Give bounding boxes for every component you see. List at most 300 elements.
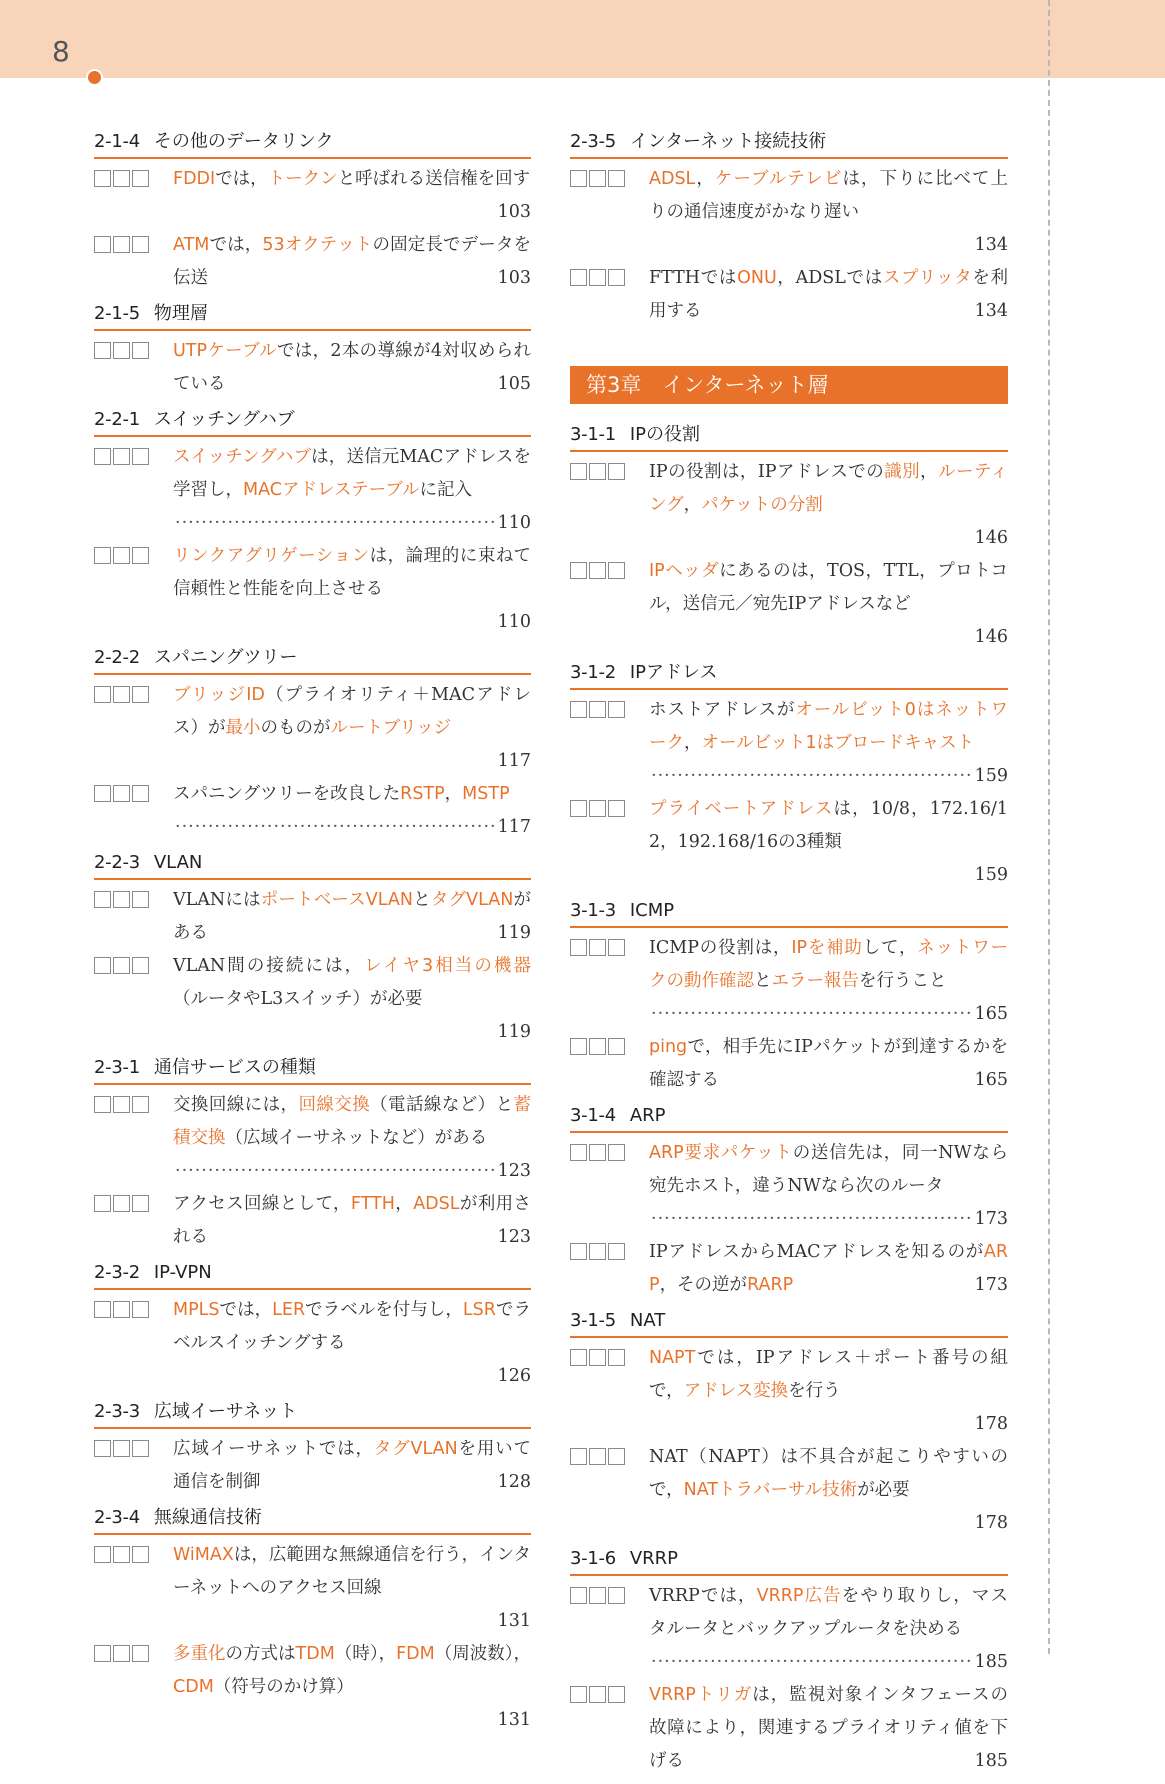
review-checkbox[interactable] xyxy=(132,1301,149,1318)
review-checkbox[interactable] xyxy=(113,342,130,359)
review-checkbox[interactable] xyxy=(113,891,130,908)
section-heading xyxy=(570,898,1008,928)
leader-tail xyxy=(825,522,1008,555)
text-run: と xyxy=(413,890,431,910)
text-run: では， xyxy=(215,169,268,189)
leader-tail xyxy=(348,1221,531,1254)
review-checkbox[interactable] xyxy=(132,1546,149,1563)
checklist-item xyxy=(570,1580,1008,1679)
keyword: ARP要求パケット xyxy=(649,1143,793,1163)
text-run: をやり取りし，マスタルータとバックアップルータを決める xyxy=(649,1586,1009,1639)
checklist-item xyxy=(94,1294,531,1393)
checklist-item xyxy=(570,694,1008,793)
checklist-item xyxy=(570,1342,1008,1441)
text-run: FTTHでは xyxy=(649,268,738,288)
item-sentence xyxy=(173,546,531,599)
section xyxy=(570,1308,1008,1540)
checklist-item xyxy=(570,1031,1008,1097)
review-checkbox[interactable] xyxy=(589,1349,606,1366)
review-checkbox[interactable] xyxy=(608,939,625,956)
item-text xyxy=(173,679,531,778)
review-checkbox[interactable] xyxy=(94,891,111,908)
page-ref-number: 185 xyxy=(974,1652,1008,1672)
review-checkbox[interactable] xyxy=(570,1038,587,1055)
item-sentence xyxy=(173,169,530,189)
text-run: ， xyxy=(683,495,702,515)
leader-tail xyxy=(348,1016,531,1049)
review-checkbox[interactable] xyxy=(608,1243,625,1260)
review-checkbox[interactable] xyxy=(94,686,111,703)
review-checkbox[interactable] xyxy=(608,269,625,286)
leader-tail xyxy=(348,745,531,778)
text-run: の方式は xyxy=(225,1644,296,1664)
item-text xyxy=(173,441,531,540)
review-checkbox[interactable] xyxy=(132,342,149,359)
leader-tail xyxy=(348,1704,531,1737)
text-run: では，2本の導線が4対収められている xyxy=(173,341,531,394)
item-sentence xyxy=(649,1348,1008,1401)
item-text xyxy=(649,456,1008,555)
review-checkbox[interactable] xyxy=(132,170,149,187)
review-checkbox[interactable] xyxy=(608,1038,625,1055)
section-number: 2-2-3 xyxy=(94,852,140,873)
review-checkbox[interactable] xyxy=(113,236,130,253)
review-checkbox[interactable] xyxy=(589,562,606,579)
keyword: MPLS xyxy=(173,1300,220,1320)
review-checkbox[interactable] xyxy=(589,463,606,480)
section-number: 3-1-5 xyxy=(570,1310,616,1331)
review-checkbox[interactable] xyxy=(94,1301,111,1318)
review-checkbox[interactable] xyxy=(589,800,606,817)
review-checkbox[interactable] xyxy=(570,800,587,817)
review-checkbox[interactable] xyxy=(132,236,149,253)
review-checkbox[interactable] xyxy=(113,785,130,802)
review-checkbox[interactable] xyxy=(589,701,606,718)
page-ref-number: 165 xyxy=(974,1004,1008,1024)
text-run: VLANには xyxy=(173,890,261,910)
review-checkbox[interactable] xyxy=(94,957,111,974)
checklist-item xyxy=(94,1188,531,1254)
item-body xyxy=(173,884,531,950)
section xyxy=(94,1055,531,1254)
keyword: タグVLAN xyxy=(430,890,514,910)
checklist-item xyxy=(94,950,531,1049)
section-number: 3-1-6 xyxy=(570,1548,616,1569)
item-body xyxy=(649,1031,1008,1097)
dot-leader xyxy=(651,760,973,793)
review-checkbox[interactable] xyxy=(589,1587,606,1604)
keyword: ルートブリッジ xyxy=(330,718,452,738)
checklist-item xyxy=(570,932,1008,1031)
text-run: NAT（NAPT）は不具合が起こりやすいので， xyxy=(649,1447,1008,1500)
item-text xyxy=(649,555,1008,654)
keyword: VRRP広告 xyxy=(756,1586,842,1606)
section-heading xyxy=(94,1399,531,1429)
checkbox-group xyxy=(570,1243,625,1260)
section-title: IP-VPN xyxy=(153,1262,212,1283)
checkbox-group xyxy=(94,1195,149,1212)
text-run: ， xyxy=(695,169,715,189)
item-text xyxy=(173,950,531,1049)
review-checkbox[interactable] xyxy=(570,1243,587,1260)
review-checkbox[interactable] xyxy=(608,1144,625,1161)
keyword: ブリッジID xyxy=(173,685,265,705)
checkbox-group xyxy=(94,170,149,187)
item-body xyxy=(173,335,531,401)
item-body xyxy=(173,679,531,778)
checkbox-group xyxy=(570,701,625,718)
checklist-item xyxy=(570,456,1008,555)
review-checkbox[interactable] xyxy=(132,957,149,974)
review-checkbox[interactable] xyxy=(94,1440,111,1457)
keyword: 識別 xyxy=(884,462,921,482)
keyword: ONU xyxy=(737,268,777,288)
item-body xyxy=(649,456,1008,555)
item-body xyxy=(173,1294,531,1393)
text-run: 交換回線には， xyxy=(173,1095,299,1115)
text-run: スパニングツリーを改良した xyxy=(173,784,401,804)
keyword: レイヤ3相当の機器 xyxy=(364,956,531,976)
section-number: 2-3-2 xyxy=(94,1262,140,1283)
text-run: が利用される xyxy=(173,1194,531,1247)
keyword: IPヘッダ xyxy=(649,561,720,581)
item-body xyxy=(173,1433,531,1499)
item-sentence xyxy=(649,1447,1008,1500)
section-title: 無線通信技術 xyxy=(153,1507,262,1528)
text-run: （符号のかけ算） xyxy=(213,1677,354,1697)
checkbox-group xyxy=(570,1686,625,1703)
text-run: でラベルを付与し， xyxy=(305,1300,463,1320)
keyword: ARP xyxy=(649,1242,1008,1295)
page-ref-number: 134 xyxy=(974,235,1008,255)
review-checkbox[interactable] xyxy=(113,1546,130,1563)
page-ref-number: 119 xyxy=(497,923,531,943)
section xyxy=(94,1260,531,1393)
page-ref-number: 128 xyxy=(497,1472,531,1492)
section-heading xyxy=(570,1546,1008,1576)
text-run: （プライオリティ＋MACアドレス）が xyxy=(173,685,531,738)
review-checkbox[interactable] xyxy=(570,1349,587,1366)
section-title: VLAN xyxy=(153,852,203,873)
review-checkbox[interactable] xyxy=(589,269,606,286)
item-text xyxy=(649,262,1008,328)
review-checkbox[interactable] xyxy=(113,1440,130,1457)
text-run: アクセス回線として， xyxy=(173,1194,351,1214)
leader-tail xyxy=(348,1605,531,1638)
text-run: VRRPでは， xyxy=(649,1586,757,1606)
leader-tail xyxy=(825,229,1008,262)
section-heading xyxy=(570,129,1008,159)
review-checkbox[interactable] xyxy=(132,1195,149,1212)
item-body xyxy=(173,540,531,639)
keyword: WiMAX xyxy=(173,1545,234,1565)
review-checkbox[interactable] xyxy=(570,1686,587,1703)
item-text xyxy=(649,932,1008,1031)
item-text xyxy=(649,1137,1008,1236)
section xyxy=(94,1399,531,1499)
page-ref-number: 105 xyxy=(497,374,531,394)
text-run: は，論理的に束ねて信頼性と性能を向上させる xyxy=(173,546,531,599)
item-sentence xyxy=(649,462,1008,515)
review-checkbox[interactable] xyxy=(570,170,587,187)
cut-guide-line xyxy=(1048,0,1050,1654)
review-checkbox[interactable] xyxy=(113,1301,130,1318)
section xyxy=(94,129,531,295)
review-checkbox[interactable] xyxy=(132,1096,149,1113)
text-run: のものが xyxy=(260,718,331,738)
checklist-item xyxy=(94,1539,531,1638)
review-checkbox[interactable] xyxy=(570,1448,587,1465)
checkbox-group xyxy=(94,448,149,465)
text-run: でラベルスイッチングする xyxy=(173,1300,531,1353)
review-checkbox[interactable] xyxy=(589,1038,606,1055)
text-run: と呼ばれる送信権を回す xyxy=(337,169,531,189)
keyword: FTTH xyxy=(350,1194,395,1214)
checkbox-group xyxy=(94,1440,149,1457)
review-checkbox[interactable] xyxy=(608,463,625,480)
review-checkbox[interactable] xyxy=(589,1144,606,1161)
item-text xyxy=(649,1679,1008,1778)
checklist-item xyxy=(570,1236,1008,1302)
text-run: して， xyxy=(862,938,918,958)
section-number: 2-2-2 xyxy=(94,647,140,668)
checkbox-group xyxy=(570,463,625,480)
section-heading xyxy=(94,129,531,159)
text-run: を行うこと xyxy=(859,971,947,991)
keyword: VRRPトリガ xyxy=(649,1685,753,1705)
page-reference xyxy=(649,1203,1008,1236)
review-checkbox[interactable] xyxy=(570,701,587,718)
text-run: （時）， xyxy=(334,1644,397,1664)
leader-tail xyxy=(348,262,531,295)
review-checkbox[interactable] xyxy=(94,547,111,564)
text-run: で，相手先にIPパケットが到達するかを確認する xyxy=(649,1037,1008,1090)
keyword: ADSL xyxy=(649,169,696,189)
section-number: 2-3-5 xyxy=(570,131,616,152)
review-checkbox[interactable] xyxy=(608,1587,625,1604)
review-checkbox[interactable] xyxy=(94,170,111,187)
checklist-item xyxy=(94,778,531,844)
page-number: 8 xyxy=(52,35,70,68)
item-body xyxy=(649,793,1008,892)
review-checkbox[interactable] xyxy=(113,1195,130,1212)
review-checkbox[interactable] xyxy=(570,562,587,579)
section-number: 3-1-3 xyxy=(570,900,616,921)
checklist-item xyxy=(570,1679,1008,1778)
keyword: ATM xyxy=(173,235,210,255)
checkbox-group xyxy=(570,1587,625,1604)
section-heading xyxy=(94,1260,531,1290)
review-checkbox[interactable] xyxy=(589,1448,606,1465)
section-number: 3-1-2 xyxy=(570,662,616,683)
item-sentence xyxy=(173,1644,531,1697)
leader-tail xyxy=(825,1064,1008,1097)
text-run: の固定長でデータを伝送 xyxy=(173,235,531,288)
item-text xyxy=(173,540,531,639)
section xyxy=(94,645,531,844)
text-run: （電話線など）と xyxy=(370,1095,514,1115)
checklist-item xyxy=(94,540,531,639)
review-checkbox[interactable] xyxy=(608,1349,625,1366)
review-checkbox[interactable] xyxy=(94,448,111,465)
section-heading xyxy=(94,407,531,437)
review-checkbox[interactable] xyxy=(94,342,111,359)
text-run: は，下りに比べて上りの通信速度がかなり遅い xyxy=(649,169,1008,222)
keyword: 回線交換 xyxy=(298,1095,371,1115)
review-checkbox[interactable] xyxy=(113,957,130,974)
page-ref-number: 117 xyxy=(497,817,531,837)
checkbox-group xyxy=(94,785,149,802)
review-checkbox[interactable] xyxy=(94,1195,111,1212)
section-number: 2-2-1 xyxy=(94,409,140,430)
keyword: 53オクテット xyxy=(262,235,373,255)
review-checkbox[interactable] xyxy=(589,939,606,956)
text-run: に記入 xyxy=(419,480,473,500)
checkbox-group xyxy=(570,170,625,187)
review-checkbox[interactable] xyxy=(608,800,625,817)
review-checkbox[interactable] xyxy=(608,1448,625,1465)
text-run: 広域イーサネットでは， xyxy=(173,1439,374,1459)
checkbox-group xyxy=(94,1301,149,1318)
item-text xyxy=(173,778,531,844)
section xyxy=(94,301,531,401)
review-checkbox[interactable] xyxy=(94,236,111,253)
review-checkbox[interactable] xyxy=(608,1686,625,1703)
page-ref-number: 123 xyxy=(497,1227,531,1247)
text-run: ， xyxy=(920,462,939,482)
checkbox-group xyxy=(94,891,149,908)
keyword: RARP xyxy=(747,1275,794,1295)
item-body xyxy=(173,1638,531,1737)
keyword: ポートベースVLAN xyxy=(260,890,413,910)
review-checkbox[interactable] xyxy=(608,170,625,187)
keyword: TDM xyxy=(295,1644,335,1664)
review-checkbox[interactable] xyxy=(113,170,130,187)
item-text xyxy=(173,1433,531,1499)
keyword: MACアドレステーブル xyxy=(243,480,420,500)
review-checkbox[interactable] xyxy=(113,448,130,465)
review-checkbox[interactable] xyxy=(589,1686,606,1703)
review-checkbox[interactable] xyxy=(94,785,111,802)
page-reference xyxy=(649,998,1008,1031)
keyword: RSTP xyxy=(400,784,445,804)
section xyxy=(94,407,531,639)
keyword: MSTP xyxy=(462,784,510,804)
text-run: は，監視対象インタフェースの故障により，関連するプライオリティ値を下げる xyxy=(649,1685,1008,1771)
left-column xyxy=(94,129,531,1743)
item-body xyxy=(649,163,1008,262)
review-checkbox[interactable] xyxy=(94,1096,111,1113)
review-checkbox[interactable] xyxy=(589,1243,606,1260)
page-ref-number: 173 xyxy=(974,1275,1008,1295)
dot-leader xyxy=(651,1646,973,1679)
item-sentence xyxy=(173,1300,531,1353)
chapter-title: 第3章 インターネット層 xyxy=(570,366,1008,404)
text-run: は，送信元MACアドレスを学習し， xyxy=(173,447,531,500)
keyword: ネットワークの動作確認 xyxy=(649,938,1009,991)
section xyxy=(570,1103,1008,1302)
page-reference xyxy=(649,1646,1008,1679)
checkbox-group xyxy=(94,547,149,564)
keyword: リンクアグリゲーション xyxy=(173,546,370,566)
review-checkbox[interactable] xyxy=(570,269,587,286)
review-checkbox[interactable] xyxy=(132,547,149,564)
checkbox-group xyxy=(570,1349,625,1366)
item-text xyxy=(173,1188,531,1254)
text-run: （周波数）， xyxy=(434,1644,531,1664)
leader-tail xyxy=(825,621,1008,654)
section-heading xyxy=(94,645,531,675)
review-checkbox[interactable] xyxy=(608,701,625,718)
page-ref-number: 134 xyxy=(974,301,1008,321)
page-ref-number: 146 xyxy=(974,627,1008,647)
item-text xyxy=(173,1294,531,1393)
text-run: では， xyxy=(209,235,263,255)
review-checkbox[interactable] xyxy=(113,547,130,564)
section-title: IPの役割 xyxy=(629,424,701,445)
page-reference xyxy=(649,760,1008,793)
keyword: FDDI xyxy=(173,169,216,189)
text-run: ホストアドレスが xyxy=(649,700,796,720)
review-checkbox[interactable] xyxy=(589,170,606,187)
leader-tail xyxy=(825,859,1008,892)
review-checkbox[interactable] xyxy=(113,686,130,703)
checkbox-group xyxy=(570,1038,625,1055)
review-checkbox[interactable] xyxy=(94,1546,111,1563)
review-checkbox[interactable] xyxy=(132,785,149,802)
review-checkbox[interactable] xyxy=(132,891,149,908)
leader-tail xyxy=(825,1408,1008,1441)
item-text xyxy=(173,1089,531,1188)
review-checkbox[interactable] xyxy=(570,1144,587,1161)
section-title: スパニングツリー xyxy=(153,647,298,668)
section-heading xyxy=(94,1505,531,1535)
page-reference xyxy=(173,507,531,540)
header-band xyxy=(0,0,1165,78)
review-checkbox[interactable] xyxy=(132,448,149,465)
page-ref-number: 103 xyxy=(497,268,531,288)
checklist-item xyxy=(94,163,531,229)
keyword: ADSL xyxy=(413,1194,460,1214)
keyword: プライベートアドレス xyxy=(649,799,834,819)
section-title: ICMP xyxy=(629,900,675,921)
item-body xyxy=(649,1441,1008,1540)
text-run: が必要 xyxy=(857,1480,910,1500)
review-checkbox[interactable] xyxy=(570,463,587,480)
review-checkbox[interactable] xyxy=(570,1587,587,1604)
item-body xyxy=(649,1342,1008,1441)
leader-tail xyxy=(348,368,531,401)
item-sentence xyxy=(649,169,1008,222)
section-number: 2-3-4 xyxy=(94,1507,140,1528)
text-run: IPの役割は，IPアドレスでの xyxy=(649,462,885,482)
leader-tail xyxy=(825,1507,1008,1540)
keyword: NAPT xyxy=(649,1348,696,1368)
keyword: IPを補助 xyxy=(791,938,863,958)
keyword: ケーブルテレビ xyxy=(714,169,843,189)
page-ref-number: 146 xyxy=(974,528,1008,548)
review-checkbox[interactable] xyxy=(608,562,625,579)
keyword: スプリッタ xyxy=(882,268,973,288)
review-checkbox[interactable] xyxy=(113,1096,130,1113)
section-number: 2-1-5 xyxy=(94,303,140,324)
review-checkbox[interactable] xyxy=(132,1440,149,1457)
review-checkbox[interactable] xyxy=(570,939,587,956)
review-checkbox[interactable] xyxy=(132,686,149,703)
checkbox-group xyxy=(94,686,149,703)
checklist-item xyxy=(94,229,531,295)
text-run: IPアドレスからMACアドレスを知るのが xyxy=(649,1242,984,1262)
